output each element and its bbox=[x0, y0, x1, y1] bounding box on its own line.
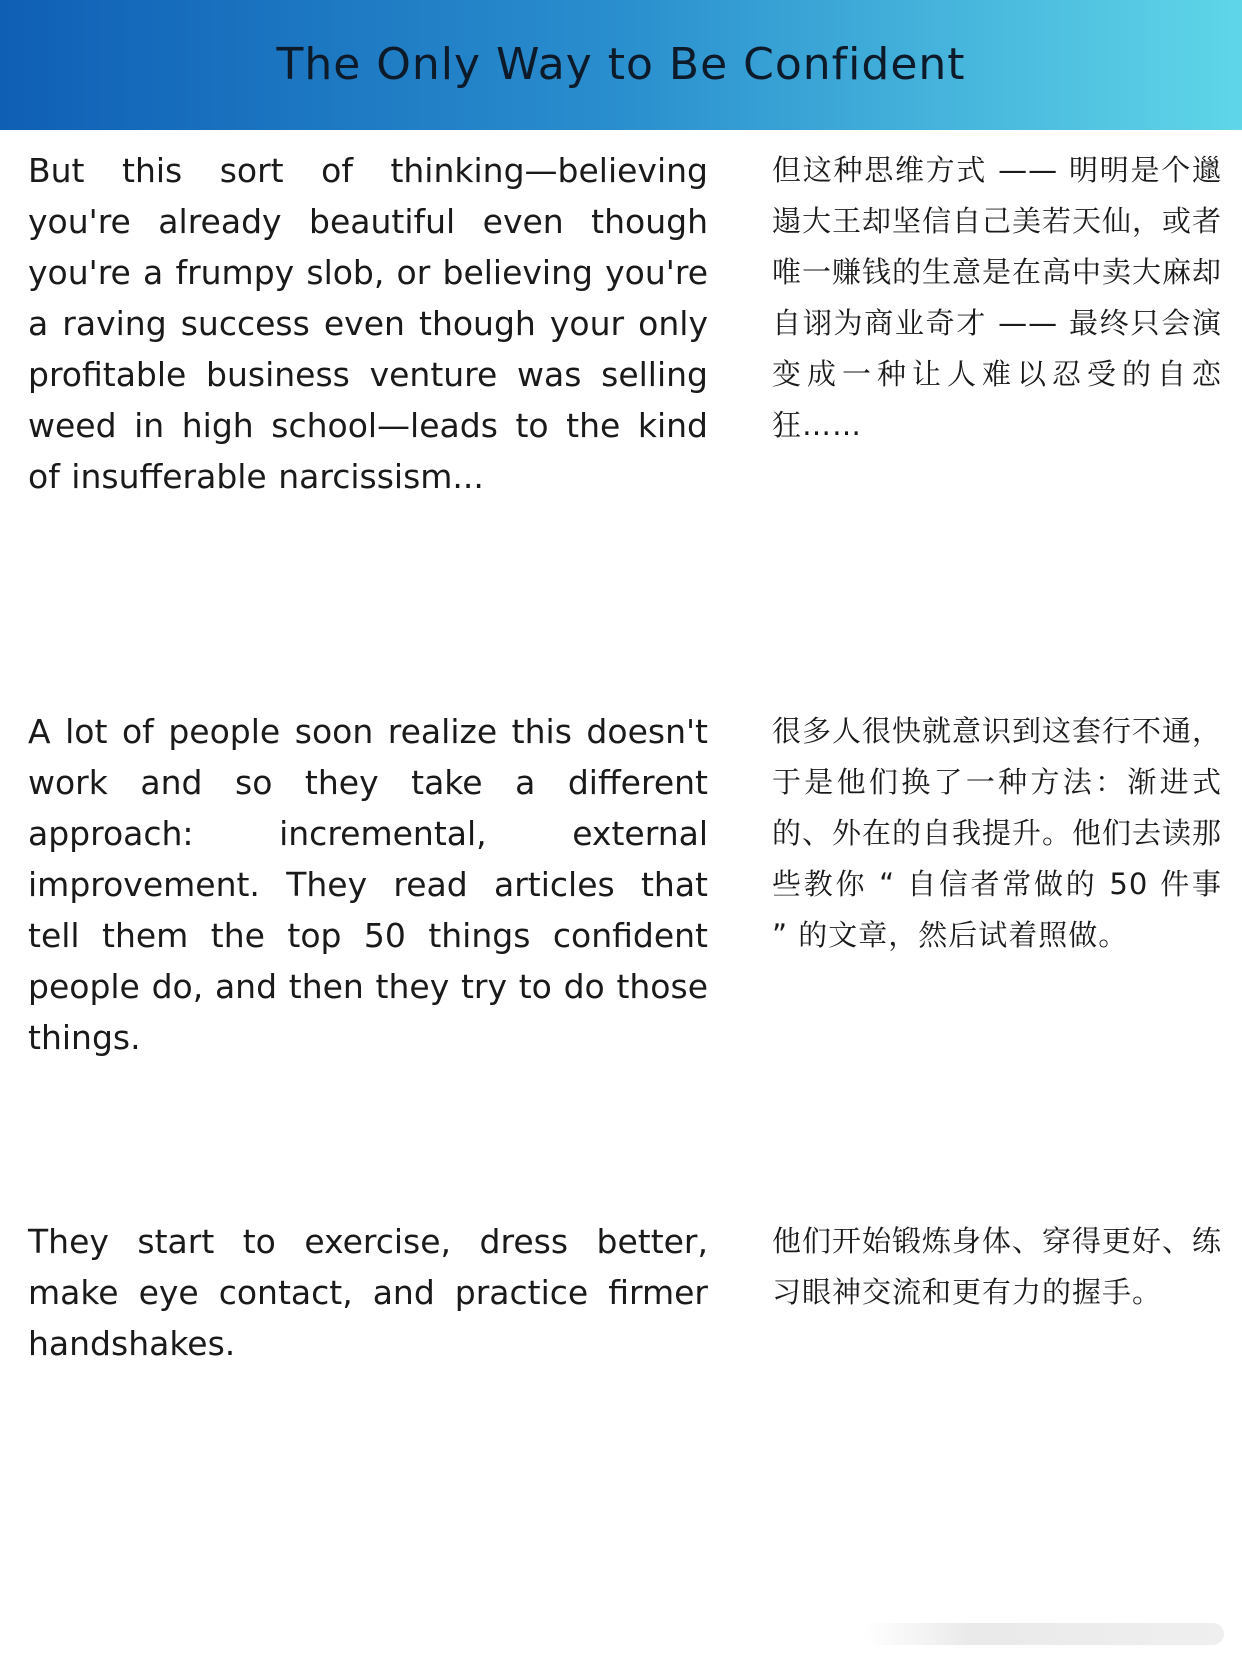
english-paragraph: But this sort of thinking—believing you're already beautiful even though you're a frumpy slob, or believing you're a raving success even though your only profitable business venture was selling weed in high school—leads to the kind of insufferable narcissism... bbox=[28, 151, 708, 496]
watermark bbox=[834, 1616, 1224, 1652]
chinese-paragraph: 他们开始锻炼身体、穿得更好、练习眼神交流和更有力的握手。 bbox=[772, 1224, 1223, 1309]
chinese-paragraph: 但这种思维方式 —— 明明是个邋遢大王却坚信自己美若天仙，或者唯一赚钱的生意是在高中卖大麻却自诩为商业奇才 —— 最终只会演变成一种让人难以忍受的自恋狂…… bbox=[772, 153, 1223, 442]
chinese-paragraph: 很多人很快就意识到这套行不通，于是他们换了一种方法：渐进式的、外在的自我提升。他们去读那些教你 “ 自信者常做的 50 件事 ” 的文章，然后试着照做。 bbox=[772, 714, 1223, 952]
title-banner bbox=[0, 0, 1242, 130]
english-paragraph: They start to exercise, dress better, make eye contact, and practice firmer handshakes. bbox=[28, 1222, 708, 1363]
watermark-shape bbox=[864, 1623, 1224, 1645]
english-paragraph: A lot of people soon realize this doesn't work and so they take a different approach: incremental, external improvement. They read articles that tell them the top 50 things confident people do, and then they try to do those things. bbox=[28, 712, 708, 1057]
page-title: The Only Way to Be Confident bbox=[276, 38, 966, 90]
